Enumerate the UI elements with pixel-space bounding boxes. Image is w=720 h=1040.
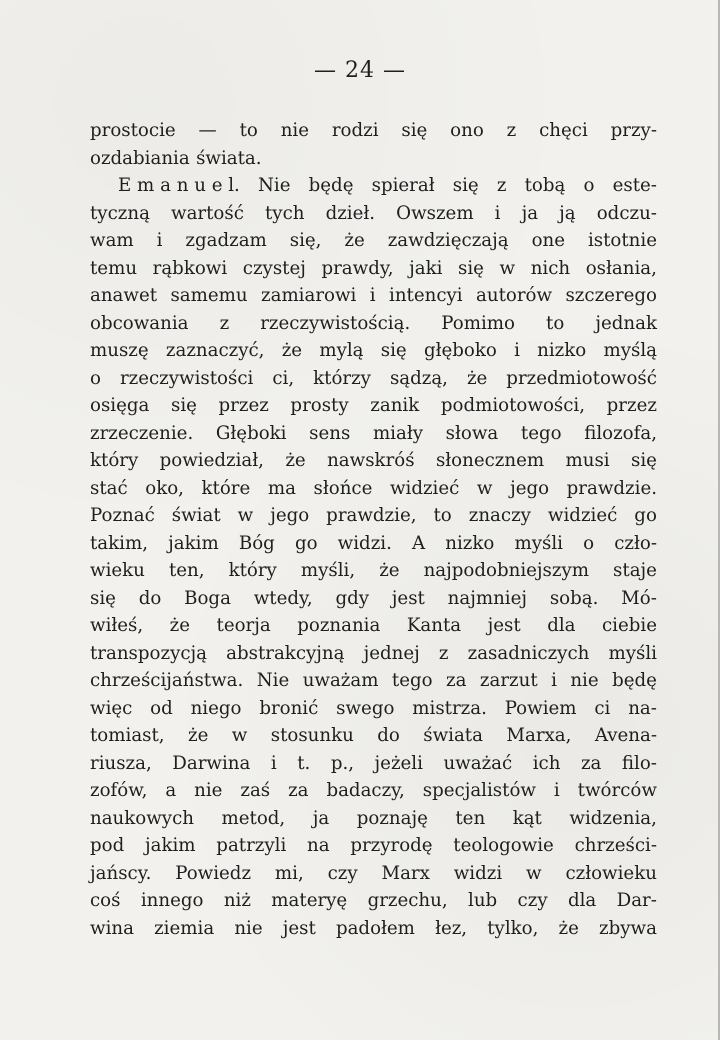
word: jaki [409, 257, 443, 279]
word: człowieku [565, 862, 657, 884]
word: czy [517, 890, 548, 911]
word: Owszem [396, 202, 474, 224]
word: za [446, 670, 467, 691]
text-line [90, 750, 657, 778]
word: E m a n u e l. [118, 175, 240, 196]
word: słonecznem [435, 450, 545, 471]
word: staje [613, 560, 657, 581]
word: o [583, 532, 595, 554]
word: z [219, 312, 230, 334]
word: że [188, 725, 209, 746]
word: z [506, 120, 517, 141]
page-number-header: — 24 — [314, 58, 406, 83]
word: samemu [170, 285, 248, 306]
word: ci [594, 697, 611, 719]
word: że [169, 615, 191, 636]
word: Darwina [172, 752, 251, 774]
word: zaznaczyć, [165, 340, 265, 361]
word: naukowych [90, 807, 194, 829]
word: że [558, 917, 579, 939]
word: ono [450, 120, 484, 141]
body-text [90, 117, 657, 942]
word: przyrodę [350, 835, 433, 856]
word: obcowania [90, 312, 189, 334]
word: zasadniczych [467, 642, 590, 664]
word: jednej [363, 642, 420, 664]
word: ma [267, 477, 296, 499]
word: badaczy, [326, 780, 405, 801]
word: oko, [145, 477, 184, 499]
word: że [379, 560, 400, 581]
word: Marxa, [506, 725, 572, 746]
word: t. [297, 752, 311, 774]
word: wieku [90, 560, 145, 581]
word: jeżeli [374, 752, 423, 774]
word: zanik [370, 395, 420, 416]
word: którzy [313, 367, 371, 389]
word: chrześci- [574, 835, 657, 856]
word: widzi. [337, 532, 392, 554]
word: Powiedz [175, 862, 252, 884]
text-line [90, 667, 657, 695]
word: odczu- [596, 202, 657, 224]
word: ja [312, 807, 330, 829]
word: świata [423, 725, 483, 746]
text-line [90, 887, 657, 915]
word: się, [289, 230, 322, 251]
word: dzieł. [325, 202, 376, 224]
word: przez [218, 395, 269, 416]
word: się [380, 340, 407, 361]
word: innego [140, 890, 204, 911]
text-line [90, 805, 657, 833]
word: który [228, 560, 277, 581]
word: znaczy [468, 505, 531, 526]
word: ciebie [602, 615, 657, 636]
word: i [369, 285, 376, 306]
word: riusza, [90, 752, 152, 774]
word: go [294, 532, 318, 554]
word: przy- [610, 120, 657, 141]
word: myślą [603, 340, 657, 361]
text-line [90, 255, 657, 283]
word: za [288, 780, 309, 801]
word: że [344, 230, 365, 251]
word: prawdzie, [326, 505, 417, 526]
word: prostocie [90, 120, 176, 141]
word: nie [234, 917, 263, 939]
word: najmniej [447, 587, 528, 609]
word: wiłeś, [90, 615, 144, 636]
word: zofów, [90, 780, 148, 801]
word: jest [282, 917, 316, 939]
word: grzechu, [367, 890, 448, 911]
word: muszę [90, 340, 149, 361]
text-line [90, 695, 657, 723]
word: więc [90, 697, 133, 719]
word: widzi [453, 862, 503, 884]
word: specjalistów [422, 780, 536, 801]
word: czystej [242, 257, 306, 279]
text-line [90, 475, 657, 503]
text-line [90, 777, 657, 805]
text-line [90, 612, 657, 640]
word: A [412, 532, 426, 554]
word: się [452, 175, 479, 196]
word: że [466, 367, 488, 389]
text-line [90, 117, 657, 145]
word: czy [327, 862, 358, 884]
word: Avena- [594, 725, 657, 746]
word: w [499, 257, 516, 279]
word: i [551, 670, 557, 691]
word: czło- [614, 532, 657, 554]
word: miały [372, 422, 424, 444]
word: poznania [297, 615, 381, 636]
word: to [239, 120, 258, 141]
word: mistrza. [412, 697, 487, 719]
word: to [433, 505, 452, 526]
word: który [90, 450, 139, 471]
text-line [90, 310, 657, 338]
word: chrześcijaństwa. [90, 670, 244, 691]
word: materyę [271, 890, 348, 911]
word: mylą [319, 340, 364, 361]
word: tego [520, 422, 562, 444]
word: metod, [221, 807, 286, 829]
word: że [285, 450, 306, 471]
text-line [90, 530, 657, 558]
word: jest [391, 587, 425, 609]
word: będę [308, 175, 354, 196]
word: zgadzam [185, 230, 267, 251]
word: przedmiotowość [506, 367, 657, 389]
word: tego [391, 670, 433, 691]
word: dla [567, 890, 597, 911]
word: słońce [313, 477, 373, 499]
word: rzeczywistości [119, 367, 254, 389]
text-line [90, 145, 657, 173]
word: i [270, 752, 277, 774]
word: p., [330, 752, 355, 774]
word: uważam [302, 670, 379, 691]
word: autorów [476, 285, 553, 306]
word: na [307, 835, 330, 856]
word: jakim [144, 835, 196, 856]
word: wtedy, [253, 587, 313, 609]
text-line [90, 172, 657, 200]
word: szczerego [565, 285, 657, 306]
text-line [90, 832, 657, 860]
word: zawdzięczają [387, 230, 509, 251]
word: najpodobniejszym [423, 560, 589, 581]
word: myśli [514, 532, 563, 554]
word: nizko [537, 340, 587, 361]
word: w [231, 725, 248, 746]
word: się [401, 120, 428, 141]
word: Powiem [504, 697, 577, 719]
text-line [90, 420, 657, 448]
word: rąbkowi [152, 257, 228, 279]
word: świata. [196, 147, 262, 169]
word: od [150, 697, 173, 719]
word: Marx [381, 862, 430, 884]
word: ich [532, 752, 561, 774]
word: Mó- [621, 587, 657, 609]
word: temu [90, 257, 138, 279]
word: to [546, 312, 565, 334]
text-line [90, 860, 657, 888]
text-line [90, 915, 657, 943]
word: sens [309, 422, 351, 444]
word: ziemia [154, 917, 215, 939]
word: kąt [512, 807, 542, 829]
word: nie [280, 120, 309, 141]
word: niego [190, 697, 242, 719]
word: w [526, 862, 542, 884]
word: myśli [608, 642, 657, 664]
word: takim, [90, 532, 149, 554]
word: coś [90, 890, 121, 911]
word: tych [265, 202, 305, 224]
text-line [90, 557, 657, 585]
word: ja [521, 202, 539, 224]
word: teologowie [453, 835, 554, 856]
word: spierał [371, 175, 435, 196]
word: stosunku [270, 725, 354, 746]
word: się [458, 257, 484, 279]
text-line [90, 282, 657, 310]
word: Nie [258, 175, 291, 196]
text-line [90, 200, 657, 228]
word: i [553, 780, 560, 801]
word: ozdabiania [90, 147, 190, 169]
word: Poznać [90, 505, 155, 526]
word: twórców [577, 780, 657, 801]
word: jest [487, 615, 521, 636]
word: wartość [171, 202, 244, 224]
word: jańscy. [90, 862, 152, 884]
word: które [201, 477, 251, 499]
word: ten, [168, 560, 205, 581]
word: widzieć [547, 505, 618, 526]
word: Nie [256, 670, 290, 691]
word: Głęboki [215, 422, 287, 444]
word: będę [612, 670, 657, 691]
word: nizko [445, 532, 495, 554]
word: się [90, 587, 116, 609]
word: sobą. [549, 587, 599, 609]
word: rodzi [331, 120, 379, 141]
word: łez, [435, 917, 468, 939]
word: transpozycją [90, 642, 208, 664]
word: padołem [335, 917, 415, 939]
word: niż [223, 890, 251, 911]
word: z [438, 642, 449, 664]
word: przez [606, 395, 657, 416]
word: osięga [90, 395, 150, 416]
word: dla [547, 615, 576, 636]
word: na- [628, 697, 657, 719]
word: ci, [272, 367, 295, 389]
word: jego [510, 477, 550, 499]
word: widzieć [389, 477, 460, 499]
word: nie [194, 780, 223, 801]
word: zaś [240, 780, 271, 801]
word: filozofa, [584, 422, 657, 444]
text-line [90, 502, 657, 530]
word: musi [565, 450, 610, 471]
word: patrzyli [216, 835, 287, 856]
word: do [138, 587, 162, 609]
text-line [90, 640, 657, 668]
word: ją [559, 202, 576, 224]
word: tyczną [90, 202, 150, 224]
word: tomiast, [90, 725, 165, 746]
word: za [580, 752, 602, 774]
word: Pomimo [441, 312, 515, 334]
word: do [377, 725, 400, 746]
word: zrzeczenie. [90, 422, 194, 444]
word: go [634, 505, 657, 526]
word: myśli, [300, 560, 356, 581]
word: podmiotowości, [440, 395, 586, 416]
word: abstrakcyjną [226, 642, 345, 664]
word: poznaję [356, 807, 428, 829]
word: swego [336, 697, 395, 719]
text-line [90, 447, 657, 475]
text-line [90, 337, 657, 365]
word: wina [90, 917, 134, 939]
word: gdy [335, 587, 369, 609]
word: pod [90, 835, 125, 856]
text-line [90, 585, 657, 613]
word: jednak [595, 312, 657, 334]
word: wam [90, 230, 134, 251]
word: tylko, [487, 917, 539, 939]
word: o [583, 175, 595, 196]
word: nawskróś [327, 450, 415, 471]
word: prosty [290, 395, 349, 416]
word: zamiarowi [261, 285, 357, 306]
word: widzenia, [569, 807, 657, 829]
word: tobą [524, 175, 566, 196]
word: nich [530, 257, 571, 279]
word: że [281, 340, 303, 361]
word: este- [612, 175, 657, 196]
word: w [476, 477, 493, 499]
word: i [156, 230, 163, 251]
word: powiedział, [159, 450, 264, 471]
text-line [90, 365, 657, 393]
text-line [90, 392, 657, 420]
word: głęboko [423, 340, 497, 361]
word: z [496, 175, 507, 196]
word: Dar- [616, 890, 657, 911]
word: Bóg [238, 532, 275, 554]
word: a [165, 780, 177, 801]
word: słowa [445, 422, 499, 444]
word: mi, [274, 862, 304, 884]
word: zbywa [599, 917, 657, 939]
word: intencyi [389, 285, 463, 306]
word: się [170, 395, 197, 416]
word: istotnie [587, 230, 657, 251]
word: lub [468, 890, 498, 911]
word: teorja [216, 615, 271, 636]
word: anawet [90, 285, 158, 306]
word: bronić [259, 697, 319, 719]
word: — [198, 120, 217, 141]
word: się [631, 450, 657, 471]
word: nie [570, 670, 599, 691]
word: osłania, [585, 257, 657, 279]
text-line [90, 722, 657, 750]
word: ten [455, 807, 486, 829]
word: i [514, 340, 520, 361]
word: filo- [621, 752, 657, 774]
word: rzeczywistością. [260, 312, 411, 334]
word: zarzut [479, 670, 538, 691]
word: i [494, 202, 501, 224]
word: w [237, 505, 254, 526]
word: jego [270, 505, 310, 526]
word: sądzą, [389, 367, 448, 389]
word: prawdy, [321, 257, 394, 279]
word: świat [171, 505, 221, 526]
word: o [90, 367, 101, 389]
word: stać [90, 477, 128, 499]
word: Kanta [406, 615, 462, 636]
text-line [90, 227, 657, 255]
word: Boga [184, 587, 231, 609]
word: uważać [443, 752, 513, 774]
word: one [531, 230, 566, 251]
word: prawdzie. [566, 477, 657, 499]
word: chęci [539, 120, 588, 141]
word: jakim [168, 532, 219, 554]
